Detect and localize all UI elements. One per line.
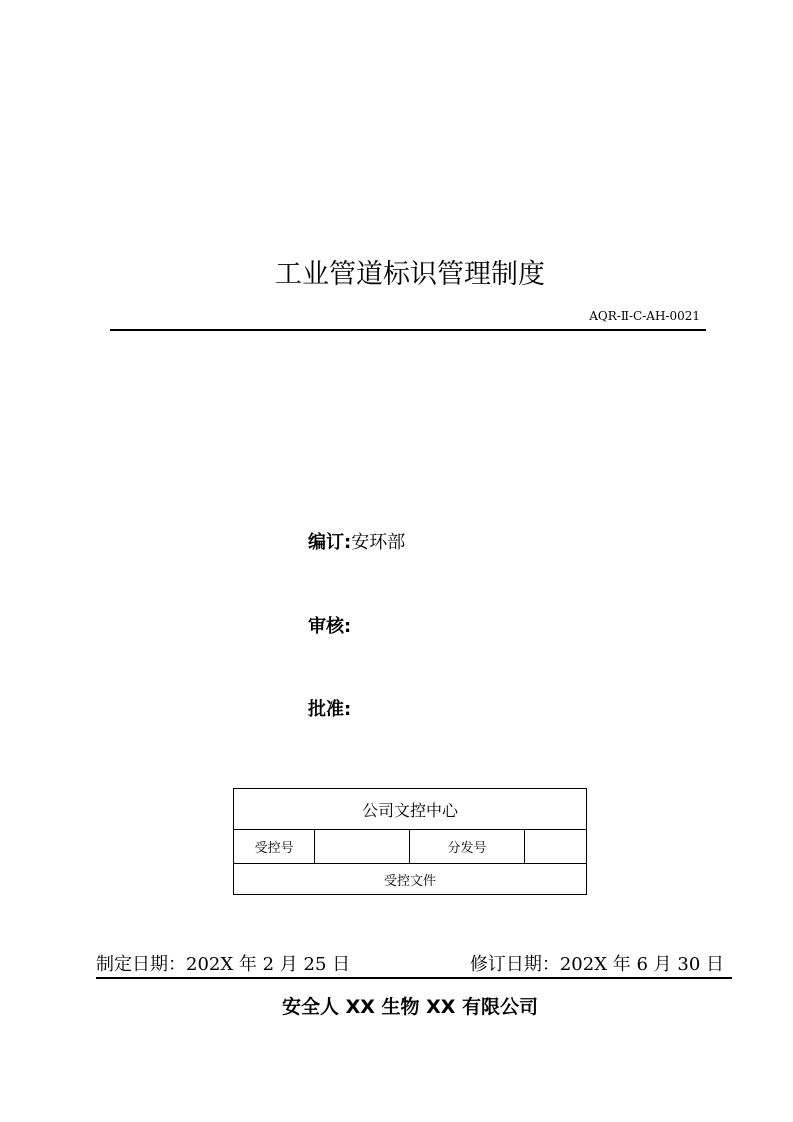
company-name: 安全人 XX 生物 XX 有限公司 <box>281 996 539 1018</box>
revised-date: 修订日期：202X 年 6 月 30 日 <box>469 954 724 975</box>
compiled-by-line <box>308 528 405 554</box>
established-date: 制定日期：202X 年 2 月 25 日 <box>96 954 351 975</box>
document-control-table <box>233 788 587 895</box>
reviewed-by-line <box>308 612 351 638</box>
header-divider <box>110 329 706 331</box>
compiled-by-label: 编订: <box>308 532 352 553</box>
control-number-value <box>315 830 410 864</box>
distribution-number-value <box>524 830 586 864</box>
approved-by-label: 批准: <box>308 699 352 720</box>
reviewed-by-label: 审核: <box>308 616 352 637</box>
approved-by-line <box>308 695 351 721</box>
controlled-document-label: 受控文件 <box>234 864 587 895</box>
control-number-label: 受控号 <box>234 830 315 864</box>
control-center-header: 公司文控中心 <box>234 789 587 830</box>
document-code: AQR-Ⅱ-C-AH-0021 <box>589 309 700 323</box>
distribution-number-label: 分发号 <box>410 830 524 864</box>
document-title: 工业管道标识管理制度 <box>275 259 545 290</box>
compiled-by-value: 安环部 <box>351 532 406 553</box>
footer-divider <box>96 977 732 979</box>
